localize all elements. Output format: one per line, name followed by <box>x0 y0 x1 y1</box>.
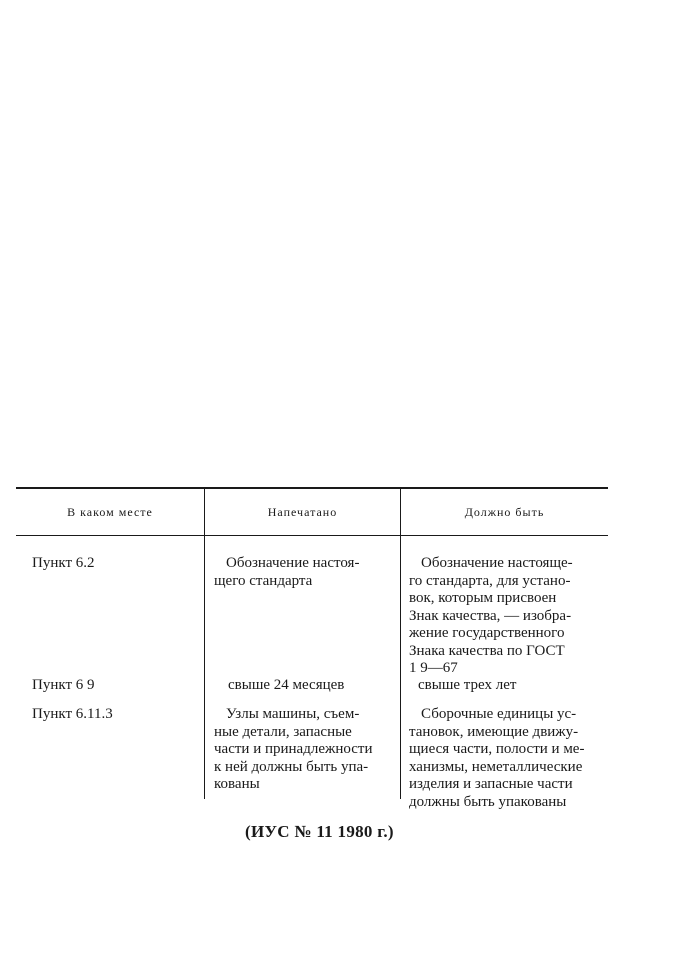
row-3-should-be-line: ханизмы, неметаллические <box>409 758 583 775</box>
row-3-should-be-line: тановок, имеющие движу- <box>409 723 579 740</box>
row-3-should-be-line: Сборочные единицы ус- <box>421 706 577 722</box>
row-3-should-be-line: должны быть упакованы <box>409 793 567 810</box>
row-1-should-be-line: вок, которым присвоен <box>409 590 557 606</box>
row-2-place: Пункт 6 9 <box>32 677 95 693</box>
row-3-printed <box>214 706 389 794</box>
header-printed: Напечатано <box>267 505 338 519</box>
row-2-should-be: свыше трех лет <box>418 677 517 693</box>
row-1-printed <box>214 555 382 590</box>
row-3-printed-line: к ней должны быть упа- <box>214 758 369 775</box>
row-3-printed-line: кованы <box>214 776 260 792</box>
column-divider-2 <box>400 489 401 799</box>
row-2-printed: свыше 24 месяцев <box>228 677 345 693</box>
column-divider-1 <box>204 489 205 799</box>
row-3-printed-line: части и принадлежности <box>214 741 373 757</box>
row-1-should-be-line: 1 9—67 <box>409 660 458 676</box>
row-1-printed-line: щего стандарта <box>214 572 313 589</box>
header-should-be: Должно быть <box>464 505 545 519</box>
row-1-should-be <box>409 555 611 678</box>
amendment-source-note: (ИУС № 11 1980 г.) <box>245 822 394 841</box>
table-top-rule <box>16 487 608 489</box>
row-1-should-be-line: Знака качества по ГОСТ <box>409 642 565 659</box>
row-3-should-be-line: щиеся части, полости и ме- <box>409 741 585 757</box>
row-1-should-be-line: жение государственного <box>409 625 565 641</box>
row-1-should-be-line: Знак качества, — изобра- <box>409 607 572 624</box>
row-1-printed-line: Обозначение настоя- <box>226 555 360 571</box>
row-1-should-be-line: го стандарта, для устано- <box>409 572 571 589</box>
row-1-should-be-line: Обозначение настояще- <box>421 555 573 571</box>
row-3-printed-line: ные детали, запасные <box>214 723 352 740</box>
header-place: В каком месте <box>67 505 153 519</box>
table-header-rule <box>16 535 608 536</box>
row-3-printed-line: Узлы машины, съем- <box>226 706 360 722</box>
row-3-place: Пункт 6.11.3 <box>32 706 113 722</box>
row-3-should-be-line: изделия и запасные части <box>409 776 573 792</box>
row-3-should-be <box>409 706 613 811</box>
row-1-place: Пункт 6.2 <box>32 555 95 571</box>
